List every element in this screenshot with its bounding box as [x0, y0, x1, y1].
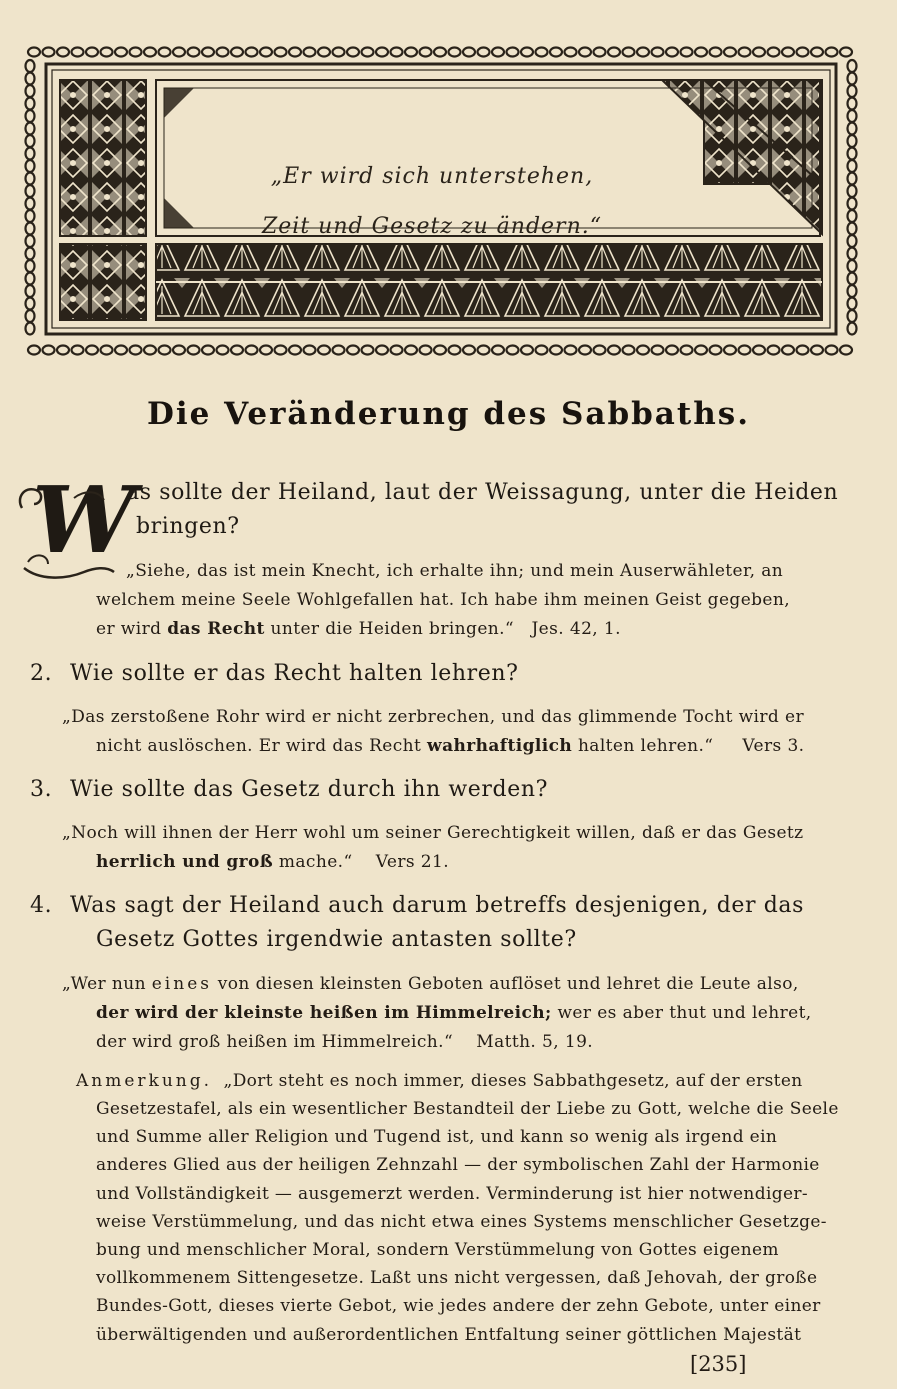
motto-quote [197, 152, 667, 252]
question-2-text: Wie sollte er das Recht halten lehren? [70, 661, 519, 686]
question-1-citation-cont [96, 586, 874, 643]
question-2-number: 2. [30, 661, 53, 686]
note-line-4: anderes Glied aus der heiligen Zehnzahl — der symbolischen Zahl der Harmonie [96, 1155, 820, 1176]
dropcap-w [14, 466, 136, 586]
cite-1-line-3a: er wird [96, 618, 162, 639]
cite-3-bold: herrlich und groß [96, 852, 274, 872]
cite-4-line-1a: „Wer nun [62, 974, 146, 994]
question-3-citation-cont [96, 848, 874, 877]
question-4-citation [62, 970, 874, 999]
question-4-line-1: Was sagt der Heiland auch darum betreffs desjenigen, der das [70, 893, 805, 918]
cite-2-line-1: „Das zerstoßene Rohr wird er nicht zerbrechen, und das glimmende Tocht wird er [62, 707, 804, 727]
question-4 [30, 889, 874, 957]
question-2 [30, 657, 874, 691]
question-3 [30, 773, 874, 807]
note-line-3: und Summe aller Religion und Tugend ist, und kann so wenig als irgend ein [96, 1127, 778, 1148]
cite-1-ref: Jes. 42, 1. [531, 618, 621, 639]
cite-2-line-2b: halten lehren.“ [577, 736, 714, 756]
question-3-number: 3. [30, 777, 53, 802]
cite-1-line-1: „Siehe, das ist mein Knecht, ich erhalte ihn; und mein Auserwähleter, an [126, 561, 784, 581]
note-paragraph-cont [96, 1095, 874, 1349]
cite-4-spaced: eines [151, 974, 212, 994]
cite-2-line-2a: nicht auslöschen. Er wird das Recht [96, 736, 422, 756]
ornamental-header-frame [22, 44, 860, 360]
cite-2-bold: wahrhaftiglich [427, 736, 573, 756]
cite-1-line-2: welchem meine Seele Wohlgefallen hat. Ich habe ihm meinen Geist gegeben, [96, 590, 791, 610]
question-1-line-2: bringen? [136, 514, 240, 539]
cite-3-line-1: „Noch will ihnen der Herr wohl um seiner Gerechtigkeit willen, daß er das Gesetz [62, 823, 804, 843]
note-line-1: „Dort steht es noch immer, dieses Sabbathgesetz, auf der ersten [223, 1071, 803, 1091]
note-paragraph [76, 1067, 874, 1095]
note-line-6: weise Verstümmelung, und das nicht etwa eines Systems menschlicher Gesetzge- [96, 1211, 827, 1232]
cite-3-ref: Vers 21. [375, 852, 450, 872]
cite-4-ref: Matth. 5, 19. [476, 1031, 594, 1052]
question-1 [126, 476, 874, 544]
cite-1-line-3b: unter die Heiden bringen.“ [270, 618, 515, 639]
cite-4-line-3: der wird groß heißen im Himmelreich.“ [96, 1031, 454, 1052]
cite-4-line-1b: von diesen kleinsten Geboten auflöset und lehret die Leute also, [217, 974, 799, 994]
cite-1-bold: das Recht [167, 618, 265, 639]
page-title: Die Veränderung des Sabbaths. [147, 396, 750, 432]
note-line-7: bung und menschlicher Moral, sondern Verstümmelung von Gottes eigenem [96, 1240, 779, 1261]
dropcap-letter: W [32, 466, 136, 574]
motto-line-1: „Er wird sich unterstehen, [270, 164, 594, 189]
note-line-5: und Vollständigkeit — ausgemerzt werden. Verminderung ist hier notwendiger- [96, 1183, 808, 1204]
page-number: [235] [690, 1352, 747, 1376]
question-3-text: Wie sollte das Gesetz durch ihn werden? [70, 777, 548, 802]
note-line-2: Gesetzestafel, als ein wesentlicher Bestandteil der Liebe zu Gott, welche die Seele [96, 1099, 839, 1119]
note-label: Anmerkung. [76, 1071, 213, 1091]
question-2-citation [62, 703, 874, 732]
cite-4-line-2b: wer es aber thut und lehret, [557, 1003, 812, 1023]
question-4-number: 4. [30, 893, 53, 918]
question-4-line-2: Gesetz Gottes irgendwie antasten sollte? [96, 927, 577, 952]
question-3-citation [62, 819, 874, 848]
question-1-line-1: as sollte der Heiland, laut der Weissagung, unter die Heiden [126, 480, 839, 505]
cite-2-ref: Vers 3. [742, 736, 805, 756]
cite-4-bold: der wird der kleinste heißen im Himmelreich; [96, 1003, 552, 1023]
note-line-9: Bundes-Gott, dieses vierte Gebot, wie jedes andere der zehn Gebote, unter einer [96, 1296, 821, 1317]
question-4-citation-cont [96, 999, 874, 1056]
note-line-8: vollkommenem Sittengesetze. Laßt uns nicht vergessen, daß Jehovah, der große [96, 1268, 818, 1289]
question-1-citation [126, 557, 874, 586]
question-2-citation-cont [96, 732, 874, 761]
cite-3-line-2b: mache.“ [278, 852, 353, 872]
note-line-10: überwältigenden und außerordentlichen Entfaltung seiner göttlichen Majestät [96, 1324, 802, 1345]
motto-line-2: Zeit und Gesetz zu ändern.“ [262, 214, 602, 239]
